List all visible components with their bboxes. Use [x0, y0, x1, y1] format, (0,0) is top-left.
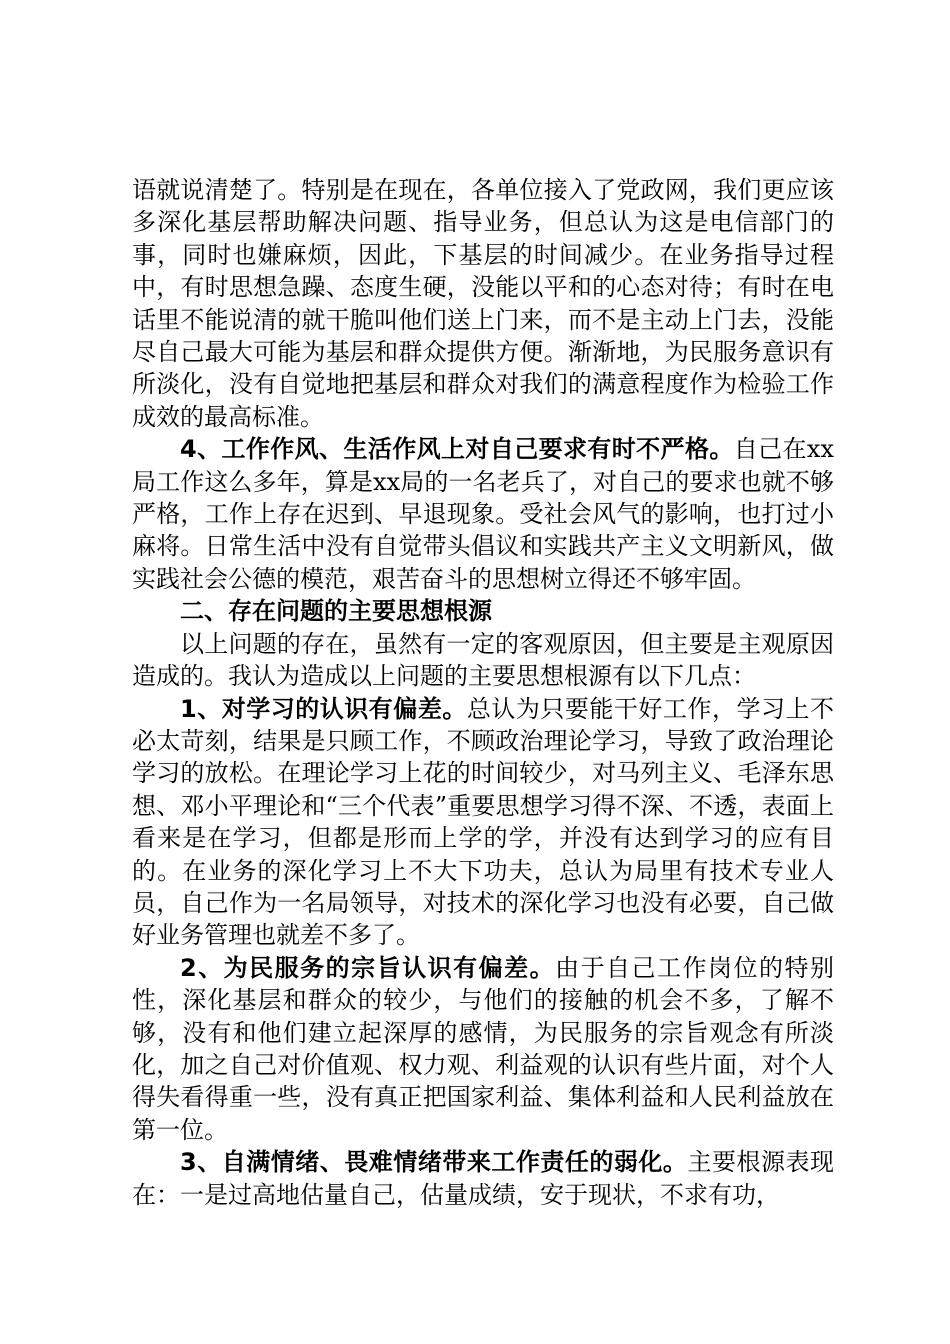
paragraph-text: 由于自己工作岗位的特别性，深化基层和群众的较少，与他们的接触的机会不多，了解不够，没有和他们建立起深厚的感情，为民服务的宗旨观念有所淡化，加之自己对价值观、权力观、利益观的认识有些片面，对个人得失看得重一些，没有真正把国家利益、集体利益和人民利益放在第一位。: [132, 953, 834, 1144]
paragraph-work-style: [132, 433, 834, 595]
paragraph-lead: 1、对学习的认识有偏差。: [180, 694, 467, 723]
paragraph-text: 自己在xx局工作这么多年，算是xx局的一名老兵了，对自己的要求也就不够严格，工作上存在迟到、早退现象。受社会风气的影响，也打过小麻将。日常生活中没有自觉带头倡议和实践共产主义文明新风，做实践社会公德的模范，艰苦奋斗的思想树立得还不够牢固。: [132, 435, 834, 593]
paragraph-service: [132, 952, 834, 1146]
paragraph-lead: 3、自满情绪、畏难情绪带来工作责任的弱化。: [180, 1148, 688, 1177]
paragraph-lead: 2、为民服务的宗旨认识有偏差。: [180, 953, 556, 982]
paragraph-complacency: [132, 1146, 834, 1211]
section-heading: 二、存在问题的主要思想根源: [180, 597, 492, 626]
paragraph-learning: [132, 693, 834, 952]
paragraph-text: 主要根源表现在：一是过高地估量自己，估量成绩，安于现状，不求有功，: [132, 1148, 834, 1209]
paragraph-intro: [132, 628, 834, 693]
paragraph-lead: 4、工作作风、生活作风上对自己要求有时不严格。: [180, 435, 734, 464]
paragraph-text: 语就说清楚了。特别是在现在，各单位接入了党政网，我们更应该多深化基层帮助解决问题、指导业务，但总认为这是电信部门的事，同时也嫌麻烦，因此，下基层的时间减少。在业务指导过程中，有时思想急躁、态度生硬，没能以平和的心态对待；有时在电话里不能说清的就干脆叫他们送上门来，而不是主动上门去，没能尽自己最大可能为基层和群众提供方便。渐渐地，为民服务意识有所淡化，没有自觉地把基层和群众对我们的满意程度作为检验工作成效的最高标准。: [132, 176, 834, 431]
paragraph-text: 以上问题的存在，虽然有一定的客观原因，但主要是主观原因造成的。我认为造成以上问题的主要思想根源有以下几点：: [132, 629, 834, 691]
paragraph-text: 总认为只要能干好工作，学习上不必太苛刻，结果是只顾工作，不顾政治理论学习，导致了政治理论学习的放松。在理论学习上花的时间较少，对马列主义、毛泽东思想、邓小平理论和“三个代表”重要思想学习得不深、不透，表面上看来是在学习，但都是形而上学的学，并没有达到学习的应有目的。在业务的深化学习上不大下功夫，总认为局里有技术专业人员，自己作为一名局领导，对技术的深化学习也没有必要，自己做好业务管理也就差不多了。: [132, 694, 835, 950]
paragraph-continuation: [132, 174, 834, 433]
document-page: [132, 174, 834, 1211]
